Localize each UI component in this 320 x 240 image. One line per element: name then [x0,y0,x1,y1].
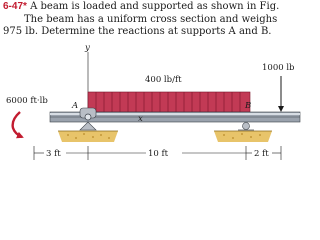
support-b-label: B [245,101,252,111]
ground-a [58,131,118,142]
dim-right-label: 2 ft [254,149,269,159]
distributed-load [88,92,250,112]
roller-support-b [238,123,254,131]
distributed-load-label: 400 lb/ft [145,75,182,85]
problem-line-2: The beam has a uniform cross section and weighs [24,13,278,25]
moment-label: 6000 ft·lb [6,96,48,106]
x-axis-label: x [138,114,143,124]
point-load-label: 1000 lb [262,63,295,73]
dim-mid-label: 10 ft [148,149,169,159]
problem-number: 6-47* [3,1,27,12]
y-axis-label: y [85,43,90,53]
moment-arrow [13,112,22,137]
support-a-label: A [72,101,79,111]
ground-b [214,131,272,142]
dim-left-label: 3 ft [46,149,61,159]
problem-text-1: A beam is loaded and supported as shown in Fig. [30,1,280,12]
problem-line-3: 975 lb. Determine the reactions at supports A and B. [3,26,272,37]
